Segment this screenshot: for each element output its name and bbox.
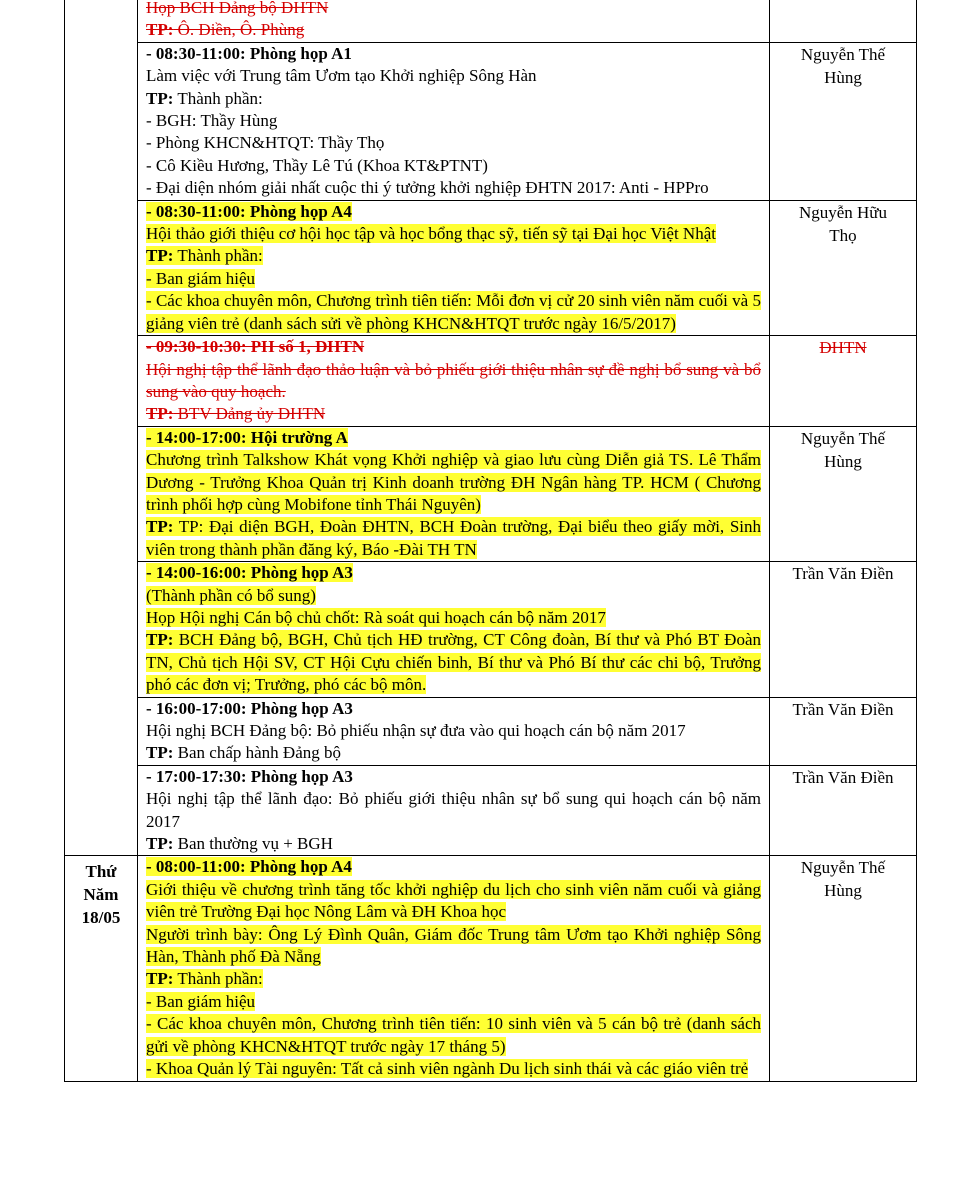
event-line — [146, 1013, 761, 1058]
event-content — [138, 336, 770, 427]
event-label-bold: - 08:30-11:00: Phòng họp A4 — [146, 201, 352, 221]
event-line — [146, 65, 761, 87]
event-line — [146, 336, 761, 358]
schedule-row — [65, 562, 917, 697]
day-cell — [65, 0, 138, 856]
event-text: - Khoa Quản lý Tài nguyên: Tất cả sinh viên ngành Du lịch sinh thái và các giáo viên trẻ — [146, 1059, 749, 1079]
day-cell: Thứ Năm 18/05 — [65, 856, 138, 1081]
schedule-body — [65, 0, 917, 1081]
event-text: - BGH: Thầy Hùng — [146, 111, 278, 131]
person-in-charge — [770, 0, 917, 42]
event-line — [146, 155, 761, 177]
event-label-bold: TP: — [146, 517, 174, 537]
event-label-bold: TP: — [146, 743, 174, 763]
event-text: Hội nghị tập thể lãnh đạo thảo luận và bỏ phiếu giới thiệu nhân sự đề nghị bổ sung và bổ sung vào quy hoạch. — [146, 359, 761, 401]
person-in-charge: ĐHTN — [770, 336, 917, 427]
event-label-bold: TP: — [146, 834, 174, 854]
event-line — [146, 879, 761, 924]
event-line — [146, 629, 761, 696]
event-label-bold: - 14:00-17:00: Hội trường A — [146, 427, 348, 447]
person-in-charge: Nguyễn Hữu Thọ — [770, 200, 917, 335]
person-in-charge: Nguyễn Thế Hùng — [770, 426, 917, 561]
event-text: - Cô Kiều Hương, Thầy Lê Tú (Khoa KT&PTNT) — [146, 155, 488, 175]
event-line — [146, 359, 761, 404]
event-line — [146, 585, 761, 607]
event-text: Thành phần: — [173, 88, 263, 108]
event-text: BTV Đảng ủy ĐHTN — [173, 404, 326, 424]
event-content — [138, 426, 770, 561]
event-text: Họp BCH Đảng bộ ĐHTN — [146, 0, 329, 17]
event-label-bold: - 09:30-10:30: PH số 1, ĐHTN — [146, 337, 365, 357]
schedule-row — [65, 0, 917, 42]
event-text: (Thành phần có bổ sung) — [146, 585, 316, 605]
event-line — [146, 698, 761, 720]
person-in-charge: Nguyễn Thế Hùng — [770, 856, 917, 1081]
event-label-bold: TP: — [146, 20, 174, 40]
event-line — [146, 742, 761, 764]
event-line — [146, 132, 761, 154]
event-line — [146, 449, 761, 516]
event-line — [146, 201, 761, 223]
event-line — [146, 833, 761, 855]
person-in-charge: Trần Văn Điền — [770, 765, 917, 856]
event-label-bold: TP: — [146, 88, 174, 108]
event-line — [146, 268, 761, 290]
event-line — [146, 19, 761, 41]
schedule-row — [65, 426, 917, 561]
event-content — [138, 200, 770, 335]
event-label-bold: - 16:00-17:00: Phòng họp A3 — [146, 698, 353, 718]
event-label-bold: TP: — [146, 404, 174, 424]
event-content — [138, 697, 770, 765]
event-line — [146, 245, 761, 267]
event-content — [138, 765, 770, 856]
event-label-bold: - 14:00-16:00: Phòng họp A3 — [146, 563, 353, 583]
event-line — [146, 924, 761, 969]
event-line — [146, 1058, 761, 1080]
event-line — [146, 88, 761, 110]
event-line — [146, 968, 761, 990]
schedule-row — [65, 765, 917, 856]
event-content — [138, 856, 770, 1081]
event-line — [146, 0, 761, 19]
schedule-row — [65, 856, 917, 1081]
event-text: - Ban giám hiệu — [146, 991, 256, 1011]
event-line — [146, 223, 761, 245]
event-line — [146, 562, 761, 584]
event-text: Hội thảo giới thiệu cơ hội học tập và học bổng thạc sỹ, tiến sỹ tại Đại học Việt Nhật — [146, 224, 716, 244]
event-text: Ban thường vụ + BGH — [173, 834, 333, 854]
schedule-row — [65, 697, 917, 765]
event-line — [146, 788, 761, 833]
event-text: Ô. Điền, Ô. Phùng — [173, 20, 305, 40]
event-line — [146, 607, 761, 629]
event-line — [146, 766, 761, 788]
event-text: TP: Đại diện BGH, Đoàn ĐHTN, BCH Đoàn trường, Đại biểu theo giấy mời, Sinh viên trong thành phần đăng ký, Báo -Đài TH TN — [146, 517, 761, 559]
event-text: - Các khoa chuyên môn, Chương trình tiên tiến: 10 sinh viên và 5 cán bộ trẻ (danh sách gửi về phòng KHCN&HTQT trước ngày 17 tháng 5) — [146, 1014, 761, 1056]
event-line — [146, 110, 761, 132]
event-text: Hội nghị tập thể lãnh đạo: Bỏ phiếu giới thiệu nhân sự bổ sung qui hoạch cán bộ năm 2017 — [146, 789, 761, 831]
event-text: Giới thiệu về chương trình tăng tốc khởi nghiệp du lịch cho sinh viên năm cuối và giảng viên trẻ Trường Đại học Nông Lâm và ĐH Khoa học — [146, 879, 761, 922]
schedule-table — [64, 0, 917, 1082]
event-content — [138, 0, 770, 42]
person-in-charge: Trần Văn Điền — [770, 562, 917, 697]
event-line — [146, 403, 761, 425]
event-text: Thành phần: — [173, 969, 263, 989]
event-text: BCH Đảng bộ, BGH, Chủ tịch HĐ trường, CT Công đoàn, Bí thư và Phó BT Đoàn TN, Chủ tịch Hội SV, CT Hội Cựu chiến binh, Bí thư và Phó Bí thư các chi bộ, Trưởng phó các đơn vị; Trưởng, phó các bộ môn. — [146, 630, 761, 695]
event-text: Làm việc với Trung tâm Ươm tạo Khởi nghiệp Sông Hàn — [146, 66, 537, 86]
event-text: Thành phần: — [173, 246, 263, 266]
event-content — [138, 42, 770, 200]
event-line — [146, 427, 761, 449]
event-line — [146, 856, 761, 878]
event-label-bold: - 08:30-11:00: Phòng họp A1 — [146, 43, 352, 63]
event-text: Hội nghị BCH Đảng bộ: Bỏ phiếu nhận sự đưa vào qui hoạch cán bộ năm 2017 — [146, 721, 686, 740]
event-text: - Các khoa chuyên môn, Chương trình tiên tiến: Mỗi đơn vị cử 20 sinh viên năm cuối và 5 giảng viên trẻ (danh sách sửi về phòng KHCN&HTQT trước ngày 16/5/2017) — [146, 291, 761, 333]
person-in-charge: Nguyễn Thế Hùng — [770, 42, 917, 200]
event-content — [138, 562, 770, 697]
event-label-bold: - 08:00-11:00: Phòng họp A4 — [146, 857, 352, 877]
event-label-bold: TP: — [146, 630, 174, 650]
event-line — [146, 720, 761, 742]
event-text: Ban chấp hành Đảng bộ — [173, 743, 341, 763]
event-text: Người trình bày: Ông Lý Đình Quân, Giám đốc Trung tâm Ươm tạo Khởi nghiệp Sông Hàn, Thành phố Đà Nẵng — [146, 924, 761, 967]
event-label-bold: TP: — [146, 969, 174, 989]
event-text: - Phòng KHCN&HTQT: Thầy Thọ — [146, 133, 385, 153]
schedule-row — [65, 200, 917, 335]
schedule-row — [65, 336, 917, 427]
event-text: Họp Hội nghị Cán bộ chủ chốt: Rà soát qui hoạch cán bộ năm 2017 — [146, 607, 606, 627]
event-text: Chương trình Talkshow Khát vọng Khởi nghiệp và giao lưu cùng Diễn giả TS. Lê Thẩm Dương - Trưởng Khoa Quản trị Kinh doanh trường ĐH Ngân hàng TP. HCM ( Chương trình phối hợp cùng Mobifone tỉnh Thái Nguyên) — [146, 450, 761, 514]
schedule-row — [65, 42, 917, 200]
event-line — [146, 177, 761, 199]
event-text: - Ban giám hiệu — [146, 268, 256, 288]
event-line — [146, 43, 761, 65]
event-text: - Đại diện nhóm giải nhất cuộc thi ý tưởng khởi nghiệp ĐHTN 2017: Anti - HPPro — [146, 178, 709, 198]
event-label-bold: TP: — [146, 246, 174, 266]
event-line — [146, 290, 761, 335]
event-label-bold: - 17:00-17:30: Phòng họp A3 — [146, 766, 353, 786]
event-line — [146, 991, 761, 1013]
event-line — [146, 516, 761, 561]
person-in-charge: Trần Văn Điền — [770, 697, 917, 765]
